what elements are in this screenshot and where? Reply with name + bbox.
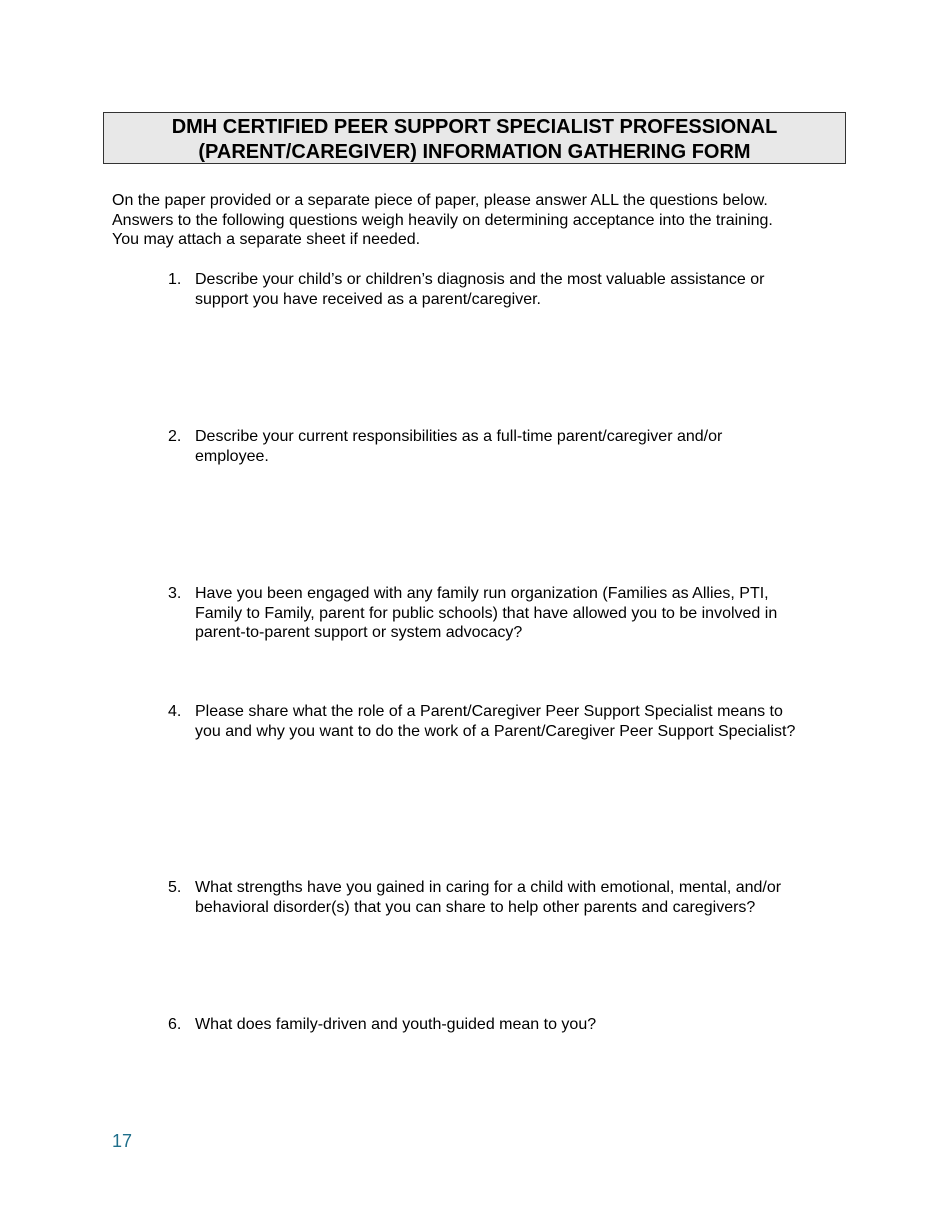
question-line: Please share what the role of a Parent/Caregiver Peer Support Specialist means to (195, 703, 783, 720)
question-line: Family to Family, parent for public schools) that have allowed you to be involved in (195, 604, 778, 622)
question-line: support you have received as a parent/caregiver. (195, 290, 541, 308)
question-number: 2. (168, 428, 182, 445)
question-5 (168, 878, 848, 917)
form-title-line-2: (PARENT/CAREGIVER) INFORMATION GATHERING FORM (198, 141, 751, 163)
question-line: parent-to-parent support or system advocacy? (195, 624, 523, 642)
question-text (195, 702, 848, 741)
question-3 (168, 584, 848, 643)
question-text (195, 878, 848, 917)
question-line: Have you been engaged with any family run organization (Families as Allies, PTI, (195, 585, 769, 602)
question-6 (168, 1015, 848, 1035)
question-number: 3. (168, 585, 182, 602)
question-number: 6. (168, 1016, 182, 1033)
question-line: employee. (195, 447, 269, 465)
question-number: 1. (168, 271, 182, 288)
question-line: Describe your child’s or children’s diagnosis and the most valuable assistance or (195, 271, 765, 288)
question-line: you and why you want to do the work of a Parent/Caregiver Peer Support Specialist? (195, 722, 796, 740)
form-title-line-1: DMH CERTIFIED PEER SUPPORT SPECIALIST PROFESSIONAL (171, 116, 778, 138)
question-text (195, 270, 848, 309)
instructions-paragraph (112, 191, 852, 250)
question-text (195, 1015, 848, 1035)
form-title-box (103, 112, 846, 164)
question-4 (168, 702, 848, 741)
question-text (195, 584, 848, 643)
instructions-line: You may attach a separate sheet if needed. (112, 231, 421, 249)
question-line: What strengths have you gained in caring for a child with emotional, mental, and/or (195, 879, 782, 896)
instructions-line: On the paper provided or a separate piece of paper, please answer ALL the questions below. (112, 192, 768, 209)
question-2 (168, 427, 848, 466)
instructions-line: Answers to the following questions weigh heavily on determining acceptance into the training. (112, 211, 773, 229)
question-number: 4. (168, 703, 182, 720)
question-line: behavioral disorder(s) that you can share to help other parents and caregivers? (195, 898, 756, 916)
question-line: What does family-driven and youth-guided mean to you? (195, 1016, 597, 1033)
question-line: Describe your current responsibilities as a full-time parent/caregiver and/or (195, 428, 723, 445)
question-1 (168, 270, 848, 309)
page-number: 17 (112, 1131, 133, 1151)
question-text (195, 427, 848, 466)
question-number: 5. (168, 879, 182, 896)
